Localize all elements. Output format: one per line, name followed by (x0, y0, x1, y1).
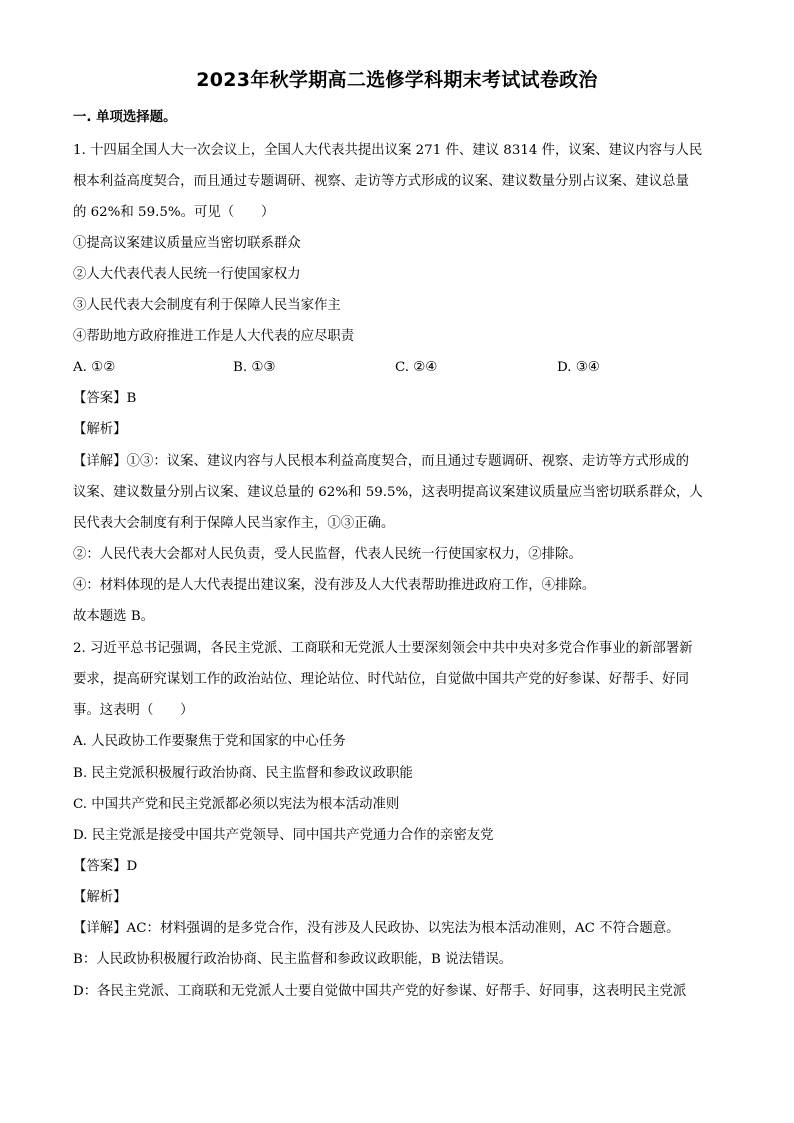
q1-analysis-label: 【解析】 (73, 422, 127, 437)
q1-analysis-line: ②：人民代表大会都对人民负责，受人民监督，代表人民统一行使国家权力，②排除。 (73, 547, 582, 562)
q2-analysis-line: D：各民主党派、工商联和无党派人士要自觉做中国共产党的好参谋、好帮手、好同事，这表明民主党派 (73, 984, 687, 999)
q2-option-a: A. 人民政协工作要聚焦于党和国家的中心任务 (73, 734, 346, 749)
q1-analysis-line: ④：材料体现的是人大代表提出建议案，没有涉及人大代表帮助推进政府工作，④排除。 (73, 578, 596, 593)
q1-option-a: A. ①② (73, 360, 116, 375)
q1-stem-line: 1. 十四届全国人大一次会议上，全国人大代表共提出议案 271 件、建议 8314 件，议案、建议内容与人民 (73, 143, 703, 158)
q2-option-d: D. 民主党派是接受中国共产党领导、同中国共产党通力合作的亲密友党 (73, 828, 494, 843)
q2-stem-line: 要求，提高研究谋划工作的政治站位、理论站位、时代站位，自觉做中国共产党的好参谋、好帮手、好同 (73, 672, 689, 687)
q2-option-b: B. 民主党派积极履行政治协商、民主监督和参政议政职能 (73, 766, 413, 781)
q1-answer: 【答案】B (73, 391, 137, 406)
q2-answer: 【答案】D (73, 859, 138, 874)
q1-analysis-line: 民代表大会制度有利于保障人民当家作主，①③正确。 (73, 516, 395, 531)
q1-stem-line: 的 62%和 59.5%。可见（ ） (73, 205, 275, 220)
q1-option-c: C. ②④ (395, 360, 438, 375)
page-title: 2023年秋学期高二选修学科期末考试试卷政治 (196, 69, 598, 91)
q2-stem-line: 2. 习近平总书记强调，各民主党派、工商联和无党派人士要深刻领会中共中央对多党合作事业的新部署新 (73, 641, 693, 656)
q2-option-c: C. 中国共产党和民主党派都必须以宪法为根本活动准则 (73, 797, 400, 812)
q1-option-d: D. ③④ (557, 360, 600, 375)
q1-analysis-line: 故本题选 B。 (73, 609, 155, 624)
q2-analysis-line: 【详解】AC：材料强调的是多党合作，没有涉及人民政协、以宪法为根本活动准则，AC 不符合题意。 (73, 921, 680, 936)
q1-stem-line: 根本利益高度契合，而且通过专题调研、视察、走访等方式形成的议案、建议数量分别占议案、建议总量 (73, 174, 689, 189)
q1-statement: ④帮助地方政府推进工作是人大代表的应尽职责 (73, 329, 355, 344)
q1-statement: ①提高议案建议质量应当密切联系群众 (73, 236, 301, 251)
q1-statement: ③人民代表大会制度有利于保障人民当家作主 (73, 298, 341, 313)
q1-analysis-line: 【详解】①③：议案、建议内容与人民根本利益高度契合，而且通过专题调研、视察、走访等方式形成的 (73, 454, 689, 469)
q2-analysis-label: 【解析】 (73, 890, 127, 905)
q1-option-b: B. ①③ (233, 360, 276, 375)
section-heading: 一. 单项选择题。 (73, 110, 177, 125)
q2-analysis-line: B：人民政协积极履行政治协商、民主监督和参政议政职能，B 说法错误。 (73, 952, 513, 967)
q1-statement: ②人大代表代表人民统一行使国家权力 (73, 267, 301, 282)
q1-analysis-line: 议案、建议数量分别占议案、建议总量的 62%和 59.5%，这表明提高议案建议质量应当密切联系群众，人 (73, 485, 703, 500)
q2-stem-line: 事。这表明（ ） (73, 703, 194, 718)
